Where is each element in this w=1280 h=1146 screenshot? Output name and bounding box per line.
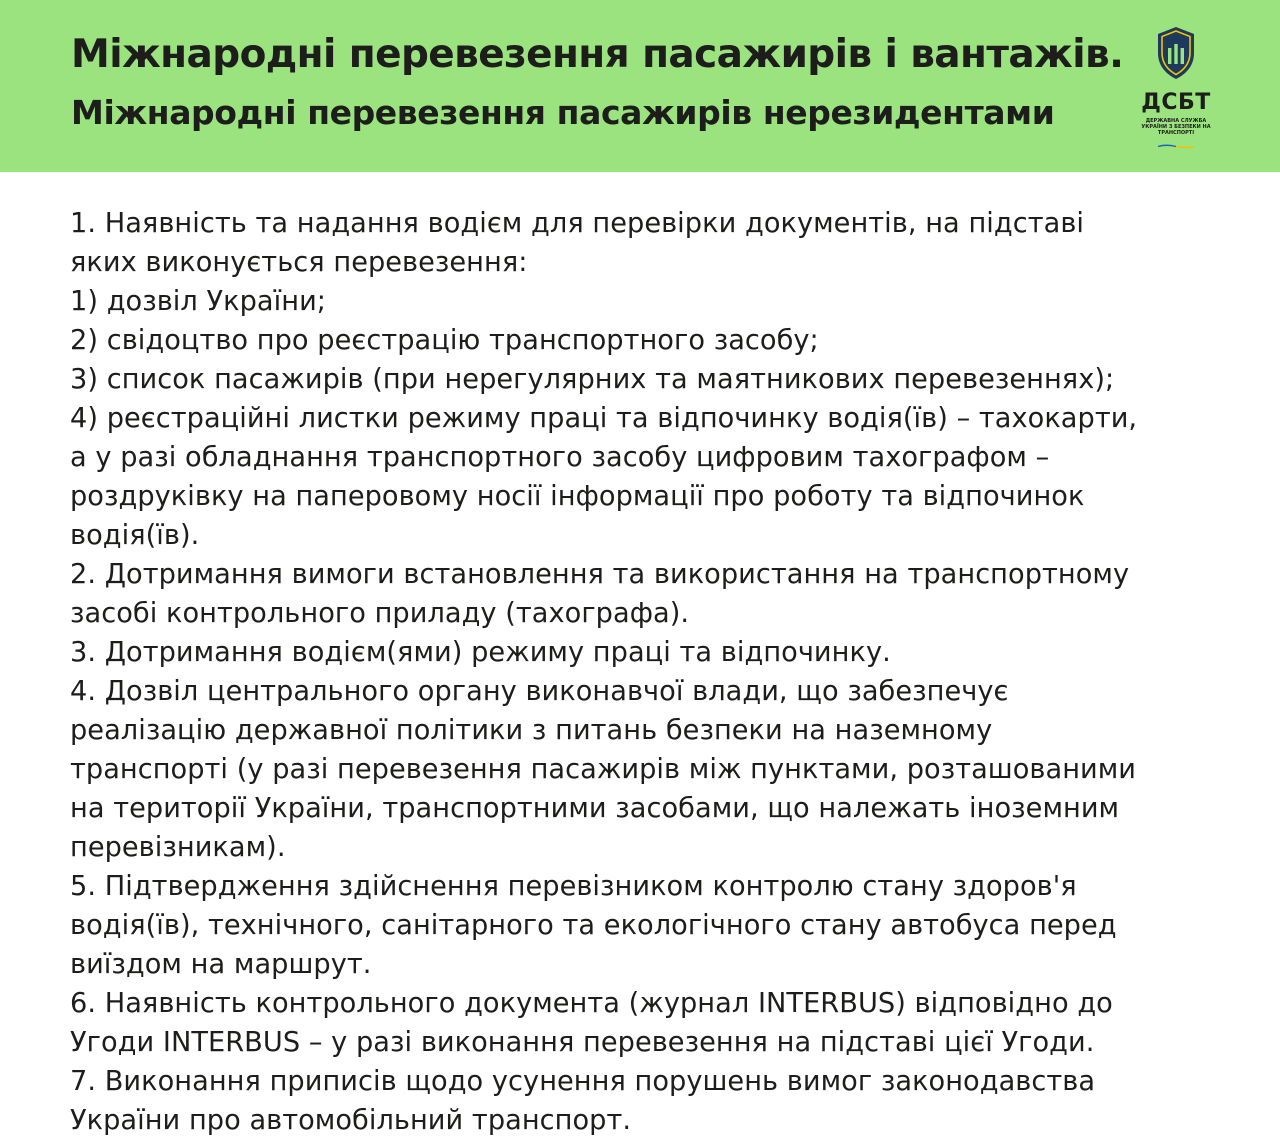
content-line: 7. Виконання приписів щодо усунення порушень вимог законодавства <box>70 1066 1096 1097</box>
content-line: а у разі обладнання транспортного засобу цифровим тахографом – <box>70 442 1050 473</box>
requirements-list <box>70 204 1250 1140</box>
content-line: 4. Дозвіл центрального органу виконавчої влади, що забезпечує <box>70 676 1009 707</box>
logo-full-name: ДЕРЖАВНА СЛУЖБА УКРАЇНИ З БЕЗПЕКИ НА ТРАНСПОРТІ <box>1141 118 1211 136</box>
logo-abbreviation: ДСБТ <box>1141 90 1211 115</box>
content-line: 3) список пасажирів (при нерегулярних та маятникових перевезеннях); <box>70 364 1115 395</box>
content-line: яких виконується перевезення: <box>70 247 528 278</box>
content-line: на території України, транспортними засобами, що належать іноземним <box>70 793 1120 824</box>
content-line: 6. Наявність контрольного документа (журнал INTERBUS) відповідно до <box>70 988 1113 1019</box>
content-line: 5. Підтвердження здійснення перевізником контролю стану здоров'я <box>70 871 1077 902</box>
content-line: перевізникам). <box>70 832 286 863</box>
page-title: Міжнародні перевезення пасажирів і вантажів. <box>71 32 1124 77</box>
content-line: водія(їв), технічного, санітарного та екологічного стану автобуса перед <box>70 910 1117 941</box>
content-line: Угоди INTERBUS – у разі виконання перевезення на підставі цієї Угоди. <box>70 1027 1095 1058</box>
header-banner <box>0 0 1280 172</box>
content-line: 2) свідоцтво про реєстрацію транспортного засобу; <box>70 325 819 356</box>
content-line: 2. Дотримання вимоги встановлення та використання на транспортному <box>70 559 1130 590</box>
dsbt-logo <box>1126 26 1226 152</box>
content-line: виїздом на маршрут. <box>70 949 372 980</box>
content-line: транспорті (у разі перевезення пасажирів між пунктами, розташованими <box>70 754 1137 785</box>
content-line: роздруківку на паперовому носії інформації про роботу та відпочинок <box>70 481 1085 512</box>
content-line: 1) дозвіл України; <box>70 286 326 317</box>
page-subtitle: Міжнародні перевезення пасажирів нерезидентами <box>71 93 1055 132</box>
content-line: засобі контрольного приладу (тахографа). <box>70 598 690 629</box>
content-line: реалізацію державної політики з питань безпеки на наземному <box>70 715 993 746</box>
content-line: 4) реєстраційні листки режиму праці та відпочинку водія(їв) – тахокарти, <box>70 403 1138 434</box>
content-line: 3. Дотримання водієм(ями) режиму праці та відпочинку. <box>70 637 891 668</box>
content-line: України про автомобільний транспорт. <box>70 1105 632 1136</box>
shield-icon <box>1156 26 1196 80</box>
flag-stripe-icon <box>1158 144 1194 149</box>
content-line: водія(їв). <box>70 520 200 551</box>
content-line: 1. Наявність та надання водієм для перевірки документів, на підставі <box>70 208 1085 239</box>
